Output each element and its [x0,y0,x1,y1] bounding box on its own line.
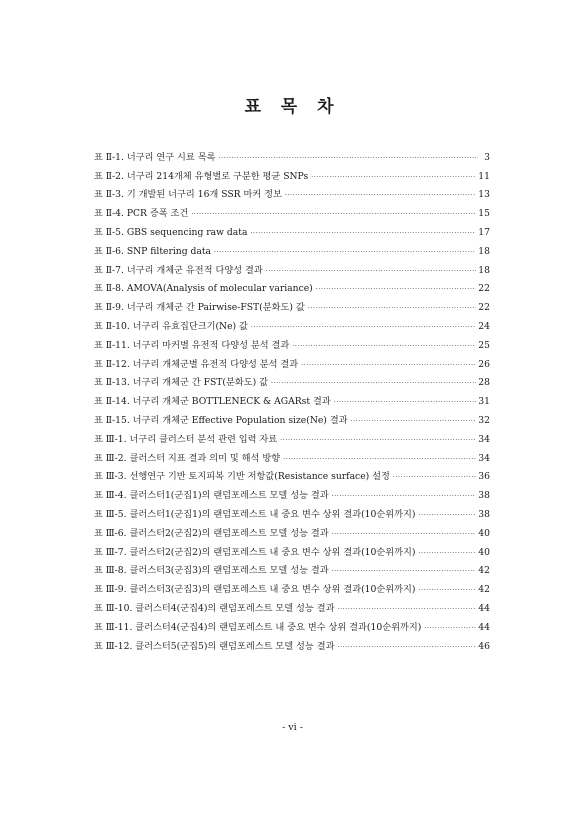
toc-entry[interactable] [94,577,490,596]
leader-dots [316,285,477,293]
leader-dots [337,605,476,613]
toc-entry[interactable] [94,521,490,540]
page-number: - vi - [282,722,303,733]
toc-entry-page: 31 [478,396,490,408]
leader-dots [418,586,476,594]
toc-entry-page: 34 [478,452,490,464]
toc-entry-title: 표 Ⅲ-6. 클러스터2(군집2)의 랜덤포레스트 모델 성능 결과 [94,527,329,539]
leader-dots [351,417,477,425]
toc-entry-page: 18 [478,245,490,257]
toc-entry-page: 25 [478,339,490,351]
toc-entry-page: 32 [478,414,490,426]
leader-dots [250,229,476,237]
toc-entry-page: 42 [478,565,490,577]
toc-entry[interactable] [94,333,490,352]
toc-entry-page: 36 [478,471,490,483]
leader-dots [393,473,476,481]
toc-entry[interactable] [94,446,490,465]
toc-entry-page: 26 [478,358,490,370]
leader-dots [285,191,476,199]
leader-dots [418,511,476,519]
page-title: 표 목 차 [244,97,341,117]
toc-entry-title: 표 Ⅲ-12. 클러스터5(군집5)의 랜덤포레스트 모델 성능 결과 [94,640,335,652]
toc-entry[interactable] [94,314,490,333]
toc-entry-title: 표 Ⅱ-11. 너구리 마커별 유전적 다양성 분석 결과 [94,339,290,351]
toc-entry-title: 표 Ⅱ-2. 너구리 214개체 유형별로 구분한 평균 SNPs [94,170,309,182]
toc-entry[interactable] [94,258,490,277]
toc-entry-page: 44 [478,602,490,614]
leader-dots [424,624,476,632]
leader-dots [280,436,476,444]
toc-entry[interactable] [94,145,490,164]
toc-entry-title: 표 Ⅱ-4. PCR 증폭 조건 [94,208,189,220]
toc-entry-page: 28 [478,377,490,389]
toc-entry-title: 표 Ⅱ-9. 너구리 개체군 간 Pairwise-FST(분화도) 값 [94,302,305,314]
toc-entry[interactable] [94,239,490,258]
toc-entry-title: 표 Ⅱ-1. 너구리 연구 시료 목록 [94,151,216,163]
toc-entry-title: 표 Ⅱ-12. 너구리 개체군별 유전적 다양성 분석 결과 [94,358,299,370]
leader-dots [332,530,477,538]
toc-entry-title: 표 Ⅲ-3. 선행연구 기반 토지피복 기반 저항값(Resistance surface) 설정 [94,471,390,483]
toc-entry[interactable] [94,277,490,296]
toc-entry[interactable] [94,295,490,314]
leader-dots [283,455,476,463]
toc-entry-title: 표 Ⅲ-10. 클러스터4(군집4)의 랜덤포레스트 모델 성능 결과 [94,602,335,614]
toc-entry-page: 46 [478,640,490,652]
toc-entry-title: 표 Ⅱ-14. 너구리 개체군 BOTTLENECK & AGARst 결과 [94,396,331,408]
leader-dots [311,173,476,181]
toc-entry[interactable] [94,201,490,220]
toc-entry[interactable] [94,540,490,559]
toc-entry-title: 표 Ⅱ-7. 너구리 개체군 유전적 다양성 결과 [94,264,263,276]
toc-entry[interactable] [94,596,490,615]
toc-entry-page: 44 [478,621,490,633]
toc-entry[interactable] [94,615,490,634]
toc-entry-page: 22 [478,302,490,314]
toc-entry[interactable] [94,220,490,239]
toc-entry-page: 13 [478,189,490,201]
toc-entry[interactable] [94,502,490,521]
toc-entry-title: 표 Ⅱ-5. GBS sequencing raw data [94,226,248,238]
toc-entry-page: 42 [478,584,490,596]
toc-entry-title: 표 Ⅲ-11. 클러스터4(군집4)의 랜덤포레스트 내 중요 변수 상위 결과(10순위까지) [94,621,422,633]
toc-entry-page: 17 [478,226,490,238]
toc-entry-page: 40 [478,546,490,558]
toc-entry-page: 24 [478,320,490,332]
toc-entry-title: 표 Ⅱ-3. 기 개발된 너구리 16개 SSR 마커 정보 [94,189,282,201]
toc-entry-title: 표 Ⅲ-5. 클러스터1(군집1)의 랜덤포레스트 내 중요 변수 상위 결과(10순위까지) [94,508,416,520]
toc-entry-title: 표 Ⅲ-2. 클러스터 지표 결과 의미 및 해석 방향 [94,452,281,464]
leader-dots [332,567,477,575]
leader-dots [332,492,477,500]
leader-dots [337,643,476,651]
toc-entry[interactable] [94,164,490,183]
toc-entry-title: 표 Ⅱ-6. SNP filtering data [94,245,212,257]
leader-dots [214,248,476,256]
toc-entry[interactable] [94,183,490,202]
toc-entry[interactable] [94,427,490,446]
toc-entry[interactable] [94,371,490,390]
table-of-contents [94,145,490,653]
leader-dots [308,304,477,312]
toc-entry-title: 표 Ⅱ-15. 너구리 개체군 Effective Population size(Ne) 결과 [94,414,348,426]
toc-entry[interactable] [94,483,490,502]
leader-dots [301,361,476,369]
toc-entry-title: 표 Ⅲ-9. 클러스터3(군집3)의 랜덤포레스트 내 중요 변수 상위 결과(10순위까지) [94,584,416,596]
toc-entry-page: 22 [478,283,490,295]
toc-entry-title: 표 Ⅱ-8. AMOVA(Analysis of molecular variance) [94,283,313,295]
toc-entry-page: 38 [478,508,490,520]
toc-entry-page: 15 [478,208,490,220]
toc-entry-page: 38 [478,490,490,502]
leader-dots [218,154,478,162]
leader-dots [251,323,476,331]
leader-dots [334,398,477,406]
toc-entry[interactable] [94,408,490,427]
toc-entry[interactable] [94,634,490,653]
toc-entry[interactable] [94,389,490,408]
toc-entry-page: 34 [478,433,490,445]
toc-entry[interactable] [94,465,490,484]
leader-dots [418,549,476,557]
toc-entry-page: 40 [478,527,490,539]
toc-entry-title: 표 Ⅲ-8. 클러스터3(군집3)의 랜덤포레스트 모델 성능 결과 [94,565,329,577]
leader-dots [191,210,476,218]
toc-entry-title: 표 Ⅲ-4. 클러스터1(군집1)의 랜덤포레스트 모델 성능 결과 [94,490,329,502]
leader-dots [271,379,476,387]
toc-entry-title: 표 Ⅱ-10. 너구리 유효집단크기(Ne) 값 [94,320,248,332]
toc-entry[interactable] [94,559,490,578]
toc-entry-page: 3 [484,151,490,163]
leader-dots [292,342,476,350]
toc-entry-title: 표 Ⅱ-13. 너구리 개체군 간 FST(분화도) 값 [94,377,268,389]
toc-entry-title: 표 Ⅲ-7. 클러스터2(군집2)의 랜덤포레스트 내 중요 변수 상위 결과(10순위까지) [94,546,416,558]
leader-dots [266,267,477,275]
toc-entry-title: 표 Ⅲ-1. 너구리 클러스터 분석 관련 입력 자료 [94,433,278,445]
toc-entry-page: 11 [478,170,490,182]
toc-entry-page: 18 [478,264,490,276]
toc-entry[interactable] [94,352,490,371]
